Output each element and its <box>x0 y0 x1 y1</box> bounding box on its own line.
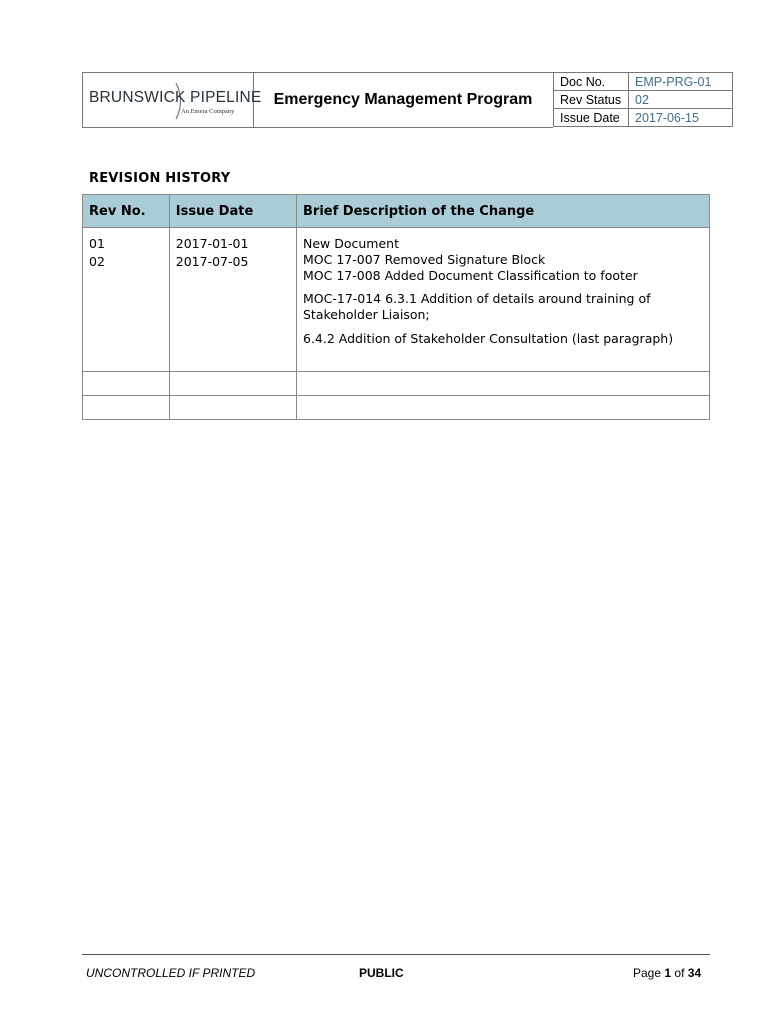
description-line: MOC 17-007 Removed Signature Block <box>303 252 546 267</box>
logo-text: BRUNSWICK PIPELINE <box>89 89 262 106</box>
issue-date-label: Issue Date <box>554 109 629 127</box>
footer-divider <box>82 954 710 955</box>
revision-history-heading: REVISION HISTORY <box>89 171 231 186</box>
issue-date-value: 2017-06-15 <box>629 109 733 127</box>
rev-status-label: Rev Status <box>554 91 629 109</box>
issue-date-cell: 2017-07-05 <box>169 252 296 372</box>
column-header-description: Brief Description of the Change <box>297 195 710 228</box>
doc-no-label: Doc No. <box>554 73 629 91</box>
doc-no-value: EMP-PRG-01 <box>629 73 733 91</box>
table-row <box>83 372 710 396</box>
logo-subtitle: An Emera Company <box>181 108 235 115</box>
description-line: MOC 17-008 Added Document Classification to footer <box>303 268 638 283</box>
column-header-rev-no: Rev No. <box>83 195 170 228</box>
footer-classification: PUBLIC <box>359 966 404 980</box>
document-header <box>82 72 732 128</box>
revision-history-table <box>82 194 710 420</box>
table-row <box>83 252 710 372</box>
document-meta-table <box>553 72 733 127</box>
table-header-row <box>83 195 710 228</box>
column-header-issue-date: Issue Date <box>169 195 296 228</box>
rev-no-cell: 01 <box>83 228 170 253</box>
rev-status-value: 02 <box>629 91 733 109</box>
footer-uncontrolled: UNCONTROLLED IF PRINTED <box>86 966 256 980</box>
table-row <box>83 228 710 253</box>
description-line: MOC-17-014 6.3.1 Addition of details around training of Stakeholder Liaison; <box>303 291 651 322</box>
description-cell <box>297 252 710 372</box>
issue-date-cell: 2017-01-01 <box>169 228 296 253</box>
rev-no-cell: 02 <box>83 252 170 372</box>
company-logo <box>82 72 262 128</box>
description-line: 6.4.2 Addition of Stakeholder Consultation (last paragraph) <box>303 331 674 346</box>
footer-page-number: Page 1 of 34 <box>633 966 702 980</box>
document-title: Emergency Management Program <box>253 72 553 128</box>
description-cell: New Document <box>297 228 710 253</box>
table-row <box>83 396 710 420</box>
